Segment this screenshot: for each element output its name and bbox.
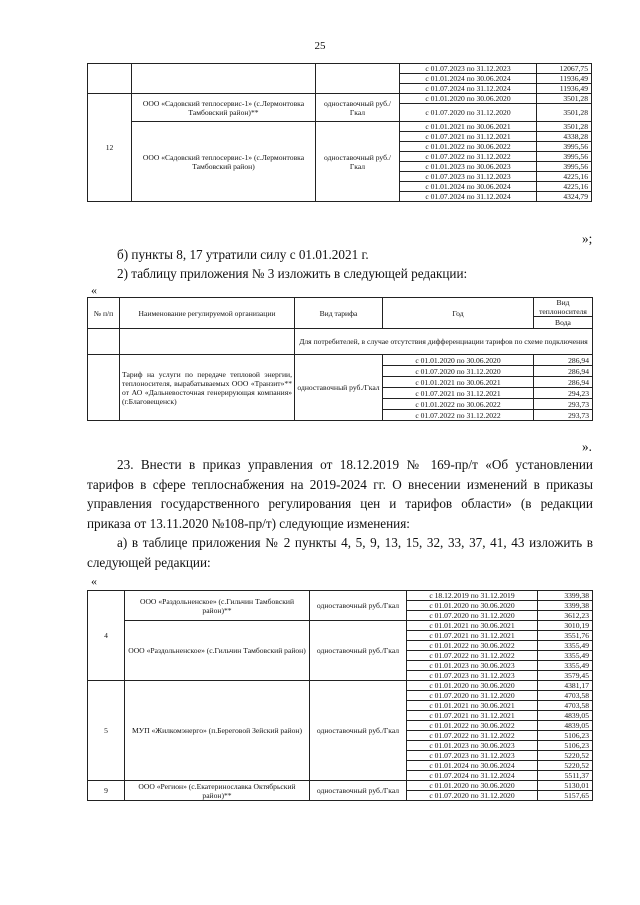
period-cell: с 01.01.2022 по 30.06.2022 xyxy=(407,641,538,651)
period-cell: с 01.01.2022 по 30.06.2022 xyxy=(407,721,538,731)
tariff-value-cell: 3399,38 xyxy=(538,591,593,601)
tariff-value-cell: 4338,28 xyxy=(537,132,592,142)
table2-closing-quote: ». xyxy=(582,439,592,454)
num-cell xyxy=(88,355,120,421)
tariff-value-cell: 286,94 xyxy=(534,355,593,366)
period-cell: с 01.07.2022 по 31.12.2022 xyxy=(407,651,538,661)
period-cell: с 01.01.2024 по 30.06.2024 xyxy=(407,761,538,771)
paragraph-b: б) пункты 8, 17 утратили силу с 01.01.2021 г. xyxy=(117,247,369,262)
tariff-table-appendix-3 xyxy=(87,297,593,421)
tariff-type: одноставочный руб./Гкал xyxy=(295,355,383,421)
table-row xyxy=(88,591,593,601)
organization-name: ООО «Раздольненское» (с.Гильчин Тамбовский район) xyxy=(125,621,310,681)
subheader-consumers: Для потребителей, в случае отсутствия дифференциации тарифов по схеме подключения xyxy=(295,329,593,355)
item-number: 9 xyxy=(88,781,125,801)
tariff-type: одноставочный руб./Гкал xyxy=(310,621,407,681)
period-cell: с 01.07.2024 по 31.12.2024 xyxy=(400,84,537,94)
period-cell: с 01.01.2023 по 30.06.2023 xyxy=(400,162,537,172)
tariff-value-cell: 5220,52 xyxy=(538,761,593,771)
period-cell: с 01.01.2021 по 30.06.2021 xyxy=(400,122,537,132)
paragraph-2: 2) таблицу приложения № 3 изложить в следующей редакции: xyxy=(117,266,468,281)
tariff-value-cell: 286,94 xyxy=(534,377,593,388)
period-cell: с 01.07.2020 по 31.12.2020 xyxy=(383,366,534,377)
empty-cell xyxy=(88,329,120,355)
period-cell: с 01.07.2020 по 31.12.2020 xyxy=(407,691,538,701)
tariff-value-cell: 3399,38 xyxy=(538,601,593,611)
tariff-value-cell: 3010,19 xyxy=(538,621,593,631)
period-cell: с 01.01.2023 по 30.06.2023 xyxy=(407,661,538,671)
num-cell xyxy=(88,64,132,94)
period-cell: с 01.01.2023 по 30.06.2023 xyxy=(407,741,538,751)
tariff-value-cell: 3355,49 xyxy=(538,641,593,651)
period-cell: с 01.01.2022 по 30.06.2022 xyxy=(400,142,537,152)
period-cell: с 01.07.2021 по 31.12.2021 xyxy=(407,711,538,721)
tariff-value-cell: 3501,28 xyxy=(537,104,592,122)
tariff-value-cell: 293,73 xyxy=(534,399,593,410)
tariff-value-cell: 3501,28 xyxy=(537,122,592,132)
empty-cell xyxy=(120,329,295,355)
tariff-value-cell: 4225,16 xyxy=(537,182,592,192)
period-cell: с 01.07.2022 по 31.12.2022 xyxy=(383,410,534,421)
tariff-value-cell: 4839,05 xyxy=(538,711,593,721)
period-cell: с 01.07.2023 по 31.12.2023 xyxy=(400,172,537,182)
period-cell: с 01.01.2021 по 30.06.2021 xyxy=(407,701,538,711)
tariff-type: одноставочный руб./Гкал xyxy=(316,122,400,202)
item-number: 5 xyxy=(88,681,125,781)
tariff-value-cell: 11936,49 xyxy=(537,84,592,94)
period-cell: с 01.07.2023 по 31.12.2023 xyxy=(407,671,538,681)
organization-name: Тариф на услуги по передаче тепловой энергии, теплоносителя, вырабатываемых ООО «Транзит»** от АО «Дальневосточная генерирующая компания» (г.Благовещенск) xyxy=(120,355,295,421)
open-quote-1: « xyxy=(91,283,97,297)
table-row xyxy=(88,355,593,366)
period-cell: с 18.12.2019 по 31.12.2019 xyxy=(407,591,538,601)
header-heat-carrier: Вид теплоносителя xyxy=(534,298,593,317)
period-cell: с 01.01.2021 по 30.06.2021 xyxy=(383,377,534,388)
period-cell: с 01.07.2022 по 31.12.2022 xyxy=(400,152,537,162)
period-cell: с 01.01.2021 по 30.06.2021 xyxy=(407,621,538,631)
tariff-value-cell: 4703,58 xyxy=(538,691,593,701)
period-cell: с 01.07.2021 по 31.12.2021 xyxy=(400,132,537,142)
tariff-value-cell: 3551,76 xyxy=(538,631,593,641)
header-organization: Наименование регулируемой организации xyxy=(120,298,295,329)
header-water: Вода xyxy=(534,317,593,329)
tariff-table-continuation xyxy=(87,63,592,202)
tariff-value-cell: 3355,49 xyxy=(538,661,593,671)
table-row xyxy=(88,64,592,74)
tariff-value-cell: 4324,79 xyxy=(537,192,592,202)
tariff-value-cell: 3612,23 xyxy=(538,611,593,621)
tariff-value-cell: 4225,16 xyxy=(537,172,592,182)
tariff-type-cell xyxy=(316,64,400,94)
tariff-value-cell: 3995,56 xyxy=(537,142,592,152)
tariff-value-cell: 3501,28 xyxy=(537,94,592,104)
period-cell: с 01.07.2020 по 31.12.2020 xyxy=(407,611,538,621)
table-row xyxy=(88,298,593,317)
tariff-value-cell: 3995,56 xyxy=(537,162,592,172)
tariff-value-cell: 3995,56 xyxy=(537,152,592,162)
tariff-value-cell: 4703,58 xyxy=(538,701,593,711)
period-cell: с 01.01.2020 по 30.06.2020 xyxy=(407,601,538,611)
header-number: № п/п xyxy=(88,298,120,329)
organization-name: ООО «Регион» (с.Екатеринославка Октябрьский район)** xyxy=(125,781,310,801)
organization-name: ООО «Садовский теплосервис-1» (с.Лермонтовка Тамбовский район)** xyxy=(132,94,316,122)
open-quote-2: « xyxy=(91,574,97,588)
tariff-type: одноставочный руб./Гкал xyxy=(310,781,407,801)
tariff-value-cell: 5106,23 xyxy=(538,741,593,751)
organization-name: ООО «Садовский теплосервис-1» (с.Лермонтовка Тамбовский район) xyxy=(132,122,316,202)
period-cell: с 01.01.2024 по 30.06.2024 xyxy=(400,182,537,192)
organization-name: МУП «Жилкомэнерго» (п.Береговой Зейский район) xyxy=(125,681,310,781)
tariff-value-cell: 5511,37 xyxy=(538,771,593,781)
header-tariff-type: Вид тарифа xyxy=(295,298,383,329)
tariff-value-cell: 5106,23 xyxy=(538,731,593,741)
header-year: Год xyxy=(383,298,534,329)
page-number: 25 xyxy=(314,40,326,52)
period-cell: с 01.01.2022 по 30.06.2022 xyxy=(383,399,534,410)
period-cell: с 01.07.2020 по 31.12.2020 xyxy=(407,791,538,801)
period-cell: с 01.07.2024 по 31.12.2024 xyxy=(400,192,537,202)
period-cell: с 01.01.2020 по 30.06.2020 xyxy=(407,781,538,791)
period-cell: с 01.07.2020 по 31.12.2020 xyxy=(400,104,537,122)
table-row xyxy=(88,122,592,132)
tariff-type: одноставочный руб./Гкал xyxy=(316,94,400,122)
period-cell: с 01.07.2023 по 31.12.2023 xyxy=(400,64,537,74)
tariff-type: одноставочный руб./Гкал xyxy=(310,591,407,621)
period-cell: с 01.07.2023 по 31.12.2023 xyxy=(407,751,538,761)
tariff-value-cell: 3579,45 xyxy=(538,671,593,681)
period-cell: с 01.07.2021 по 31.12.2021 xyxy=(383,388,534,399)
period-cell: с 01.07.2021 по 31.12.2021 xyxy=(407,631,538,641)
tariff-value-cell: 5130,01 xyxy=(538,781,593,791)
tariff-value-cell: 4381,17 xyxy=(538,681,593,691)
period-cell: с 01.07.2024 по 31.12.2024 xyxy=(407,771,538,781)
tariff-value-cell: 11936,49 xyxy=(537,74,592,84)
period-cell: с 01.01.2020 по 30.06.2020 xyxy=(383,355,534,366)
paragraph-23: 23. Внести в приказ управления от 18.12.2019 № 169-пр/т «Об установлении тарифов в сфере теплоснабжения на 2019-2024 гг. О внесении изменений в приказы управления государственного регулирования цен и тарифов области» (в редакции приказа от 13.11.2020 №108-пр/т) следующие изменения: xyxy=(87,457,593,531)
period-cell: с 01.01.2020 по 30.06.2020 xyxy=(407,681,538,691)
table1-closing-quote: »; xyxy=(582,231,593,246)
org-cell xyxy=(132,64,316,94)
tariff-value-cell: 294,23 xyxy=(534,388,593,399)
table-row xyxy=(88,781,593,791)
tariff-table-appendix-2 xyxy=(87,590,593,801)
item-number: 4 xyxy=(88,591,125,681)
tariff-value-cell: 5157,65 xyxy=(538,791,593,801)
table-row xyxy=(88,94,592,104)
paragraph-a: а) в таблице приложения № 2 пункты 4, 5, 9, 13, 15, 32, 33, 37, 41, 43 изложить в следующей редакции: xyxy=(87,535,593,570)
tariff-type: одноставочный руб./Гкал xyxy=(310,681,407,781)
table-row xyxy=(88,681,593,691)
period-cell: с 01.01.2020 по 30.06.2020 xyxy=(400,94,537,104)
table-row xyxy=(88,621,593,631)
tariff-value-cell: 286,94 xyxy=(534,366,593,377)
tariff-value-cell: 293,73 xyxy=(534,410,593,421)
tariff-value-cell: 4839,05 xyxy=(538,721,593,731)
tariff-value-cell: 3355,49 xyxy=(538,651,593,661)
organization-name: ООО «Раздольненское» (с.Гильчин Тамбовский район)** xyxy=(125,591,310,621)
period-cell: с 01.01.2024 по 30.06.2024 xyxy=(400,74,537,84)
tariff-value-cell: 12067,75 xyxy=(537,64,592,74)
period-cell: с 01.07.2022 по 31.12.2022 xyxy=(407,731,538,741)
item-number: 12 xyxy=(88,94,132,202)
tariff-value-cell: 5220,52 xyxy=(538,751,593,761)
table-row xyxy=(88,329,593,355)
